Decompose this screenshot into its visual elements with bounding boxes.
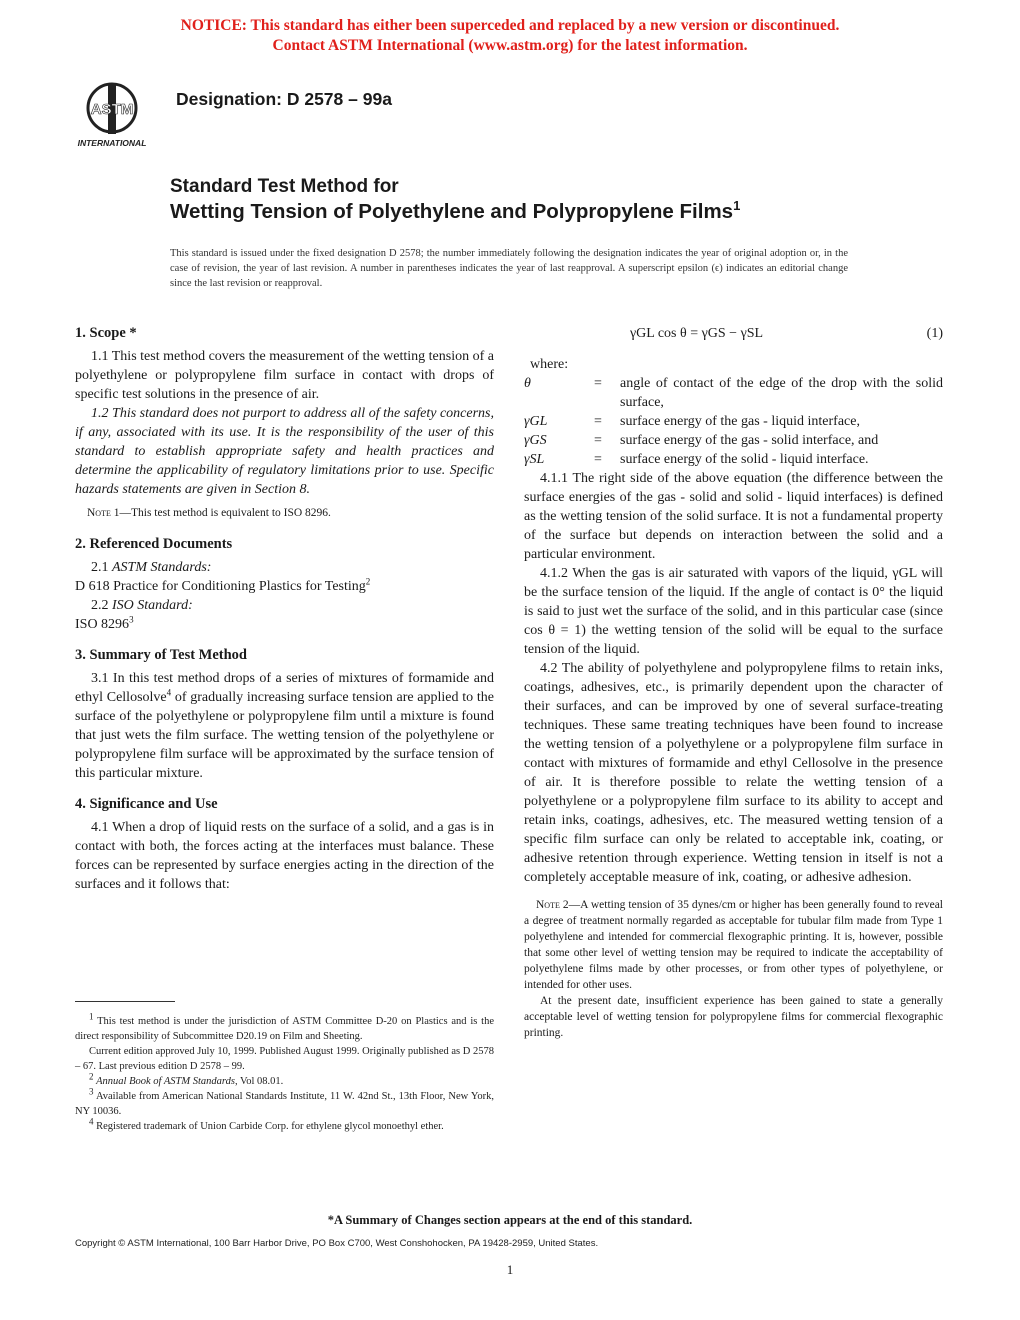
- note-1-text: 1—This test method is equivalent to ISO 8296.: [110, 507, 331, 519]
- definition-equals: =: [594, 414, 602, 429]
- note-2-label: Note: [536, 899, 560, 911]
- definition-symbol: θ: [524, 376, 531, 391]
- title-line-2: [170, 199, 740, 225]
- astm-logo: [62, 76, 162, 148]
- iso8296-mark: 3: [129, 614, 134, 625]
- footnote-2: [75, 1071, 494, 1089]
- notice-banner: [0, 16, 1020, 56]
- note-2b: At the present date, insufficient experience has been gained to state a generally acceptable level of wetting tension for polypropylene films for commercial flexographic printing.: [524, 995, 943, 1039]
- iso-standard-label: 2.2: [91, 598, 112, 613]
- referenced-heading: 2. Referenced Documents: [75, 536, 233, 552]
- definition-symbol: γGS: [524, 433, 547, 448]
- definition-desc: surface energy of the gas - liquid interface,: [620, 414, 860, 429]
- definition-desc: angle of contact of the edge of the drop with the solid surface,: [620, 376, 943, 410]
- summary-heading: 3. Summary of Test Method: [75, 647, 247, 663]
- definition-equals: =: [594, 376, 602, 391]
- definition-desc: surface energy of the solid - liquid interface.: [620, 452, 869, 467]
- footnote-3: [75, 1086, 494, 1119]
- footnote-2-title: Annual Book of ASTM Standards: [96, 1076, 235, 1087]
- definition-row: [524, 450, 943, 469]
- summary-3-1-mark: 4: [166, 687, 172, 698]
- note-1: [75, 505, 494, 521]
- scope-heading: 1. Scope *: [75, 325, 137, 341]
- summary-3-1: [75, 669, 494, 783]
- where-label: where:: [530, 357, 569, 372]
- definition-row: [524, 431, 943, 450]
- scope-1-2: 1.2 This standard does not purport to address all of the safety concerns, if any, associated with its use. It is the responsibility of the user of this standard to establish appropriate safety and health practices and determine the applicability of regulatory limitations prior to use. Specific hazards statements are given in Section 8.: [75, 406, 494, 497]
- footnote-4-mark: 4: [89, 1116, 94, 1127]
- definition-row: [524, 374, 943, 412]
- equation-1: [524, 324, 943, 343]
- d618-text: D 618 Practice for Conditioning Plastics for Testing: [75, 579, 366, 594]
- left-column: [75, 324, 494, 894]
- significance-4-2: 4.2 The ability of polyethylene and polypropylene films to retain inks, coatings, adhesives, etc., is primarily dependent upon the character of their surfaces, and can be improved by one of several surface-treating techniques. These same treating techniques have been found to increase the wetting tension of a polyethylene or a polypropylene film surface in contact with mixtures of formamide and ethyl Cellosolve in the presence of air. It is therefore possible to relate the wetting tension of a polyethylene or a polypropylene film surface to its ability to accept and retain inks, coatings, adhesives, etc. The measured wetting tension of a specific film surface can only be related to acceptable ink, coating, or adhesive retention through experience. Wetting tension in itself is not a completely acceptable measure of ink, coating, or adhesive adhesion.: [524, 661, 943, 885]
- footnote-3-mark: 3: [89, 1086, 94, 1097]
- logo-letters: ASTM: [90, 101, 134, 118]
- notice-line-2: Contact ASTM International (www.astm.org) for the latest information.: [272, 37, 748, 54]
- designation: Designation: D 2578 – 99a: [176, 89, 392, 109]
- document-title: [170, 175, 740, 225]
- footnote-2-mark: 2: [89, 1071, 94, 1082]
- significance-4-1-2: 4.1.2 When the gas is air saturated with vapors of the liquid, γGL will be the surface tension of the liquid. If the angle of contact is 0° the liquid is said to just wet the surface of the solid, and in this particular case (since cos θ = 1) the wetting tension of the solid will be equal to the surface tension of the liquid.: [524, 566, 943, 657]
- definition-equals: =: [594, 452, 602, 467]
- footnotes: [75, 1011, 494, 1134]
- title-footnote-mark: 1: [733, 198, 741, 214]
- right-column: [524, 324, 943, 1055]
- astm-logo-icon: [62, 76, 162, 148]
- significance-4-1: 4.1 When a drop of liquid rests on the surface of a solid, and a gas is in contact with both, the forces acting at the interfaces must balance. These forces can be represented by surface energies acting in the direction of the surfaces and it follows that:: [75, 820, 494, 892]
- definition-desc: surface energy of the gas - solid interface, and: [620, 433, 879, 448]
- summary-3-1-a: 3.1 In this test method drops of a series of mixtures of formamide and ethyl Cellosolve: [75, 671, 494, 705]
- page-number: 1: [506, 1262, 514, 1277]
- footnote-4: [75, 1116, 494, 1134]
- iso-standard-line: [75, 596, 494, 615]
- d618-mark: 2: [365, 576, 371, 587]
- d618-line: [75, 577, 494, 596]
- footnote-rule: [75, 1001, 175, 1002]
- definition-symbol: γSL: [524, 452, 545, 467]
- footnote-4-text: Registered trademark of Union Carbide Corp. for ethylene glycol monoethyl ether.: [93, 1121, 444, 1132]
- footnote-3-text: Available from American National Standards Institute, 11 W. 42nd St., 13th Floor, New York, NY 10036.: [75, 1091, 494, 1117]
- footnote-2-text: , Vol 08.01.: [234, 1076, 284, 1087]
- summary-of-changes-note: *A Summary of Changes section appears at the end of this standard.: [327, 1213, 693, 1227]
- equation-number: (1): [926, 326, 943, 341]
- equation-text: γGL cos θ = γGS − γSL: [630, 326, 764, 341]
- notice-line-1: NOTICE: This standard has either been superceded and replaced by a new version or discontinued.: [180, 17, 840, 34]
- significance-heading: 4. Significance and Use: [75, 796, 218, 812]
- astm-standards-line: [75, 558, 494, 577]
- footnote-1: [75, 1011, 494, 1044]
- iso-standard-title: ISO Standard:: [112, 598, 193, 613]
- astm-standards-title: ASTM Standards:: [112, 560, 212, 575]
- note-2-text: 2—A wetting tension of 35 dynes/cm or higher has been generally found to reveal a degree of treatment normally regarded as acceptable for tubular film made from Type 1 polyethylene and intended for commercial flexographic printing. It is, however, possible that some other level of wetting tension may be required to indicate the acceptability of polyethylene films made by other processes, or from other types of polyethylene, or intended for other uses.: [524, 899, 943, 991]
- footnote-1-text: This test method is under the jurisdiction of ASTM Committee D-20 on Plastics and is the direct responsibility of Subcommittee D20.19 on Film and Sheeting.: [75, 1016, 494, 1042]
- footnote-1-mark: 1: [89, 1011, 94, 1022]
- definition-equals: =: [594, 433, 602, 448]
- title-line-2-text: Wetting Tension of Polyethylene and Polypropylene Films: [170, 200, 734, 223]
- issuance-statement: This standard is issued under the fixed designation D 2578; the number immediately following the designation indicates the year of original adoption or, in the case of revision, the year of last revision. A number in parentheses indicates the year of last reapproval. A superscript epsilon (ϵ) indicates an editorial change since the last revision or reapproval.: [170, 248, 848, 289]
- definition-row: [524, 412, 943, 431]
- note-1-label: Note: [87, 507, 111, 519]
- astm-standards-label: 2.1: [91, 560, 112, 575]
- scope-1-1: 1.1 This test method covers the measurement of the wetting tension of a polyethylene or polypropylene film surface in contact with drops of specific test solutions in the presence of air.: [75, 349, 494, 402]
- copyright: Copyright © ASTM International, 100 Barr Harbor Drive, PO Box C700, West Conshohocken, PA 19428-2959, United States.: [75, 1238, 599, 1249]
- summary-3-1-b: of gradually increasing surface tension are applied to the surface of the polyethylene or polypropylene film until a mixture is found that just wets the film surface. The wetting tension of the polyethylene or polypropylene film surface will be approximated by the surface tension of this particular mixture.: [75, 690, 494, 781]
- note-2: [524, 897, 943, 993]
- definitions-table: [524, 374, 943, 469]
- iso8296-text: ISO 8296: [75, 617, 130, 632]
- definition-symbol: γGL: [524, 414, 548, 429]
- logo-sub: INTERNATIONAL: [77, 138, 147, 148]
- significance-4-1-1: 4.1.1 The right side of the above equation (the difference between the surface energies of the gas - solid and solid - liquid interfaces) is defined as the wetting tension of the solid surface. It is not a fundamental property of the surface but depends on interaction between the solid and a particular environment.: [524, 471, 943, 562]
- iso8296-line: [75, 615, 494, 634]
- title-line-1: Standard Test Method for: [170, 176, 399, 197]
- footnote-1b: Current edition approved July 10, 1999. Published August 1999. Originally published as D 2578 – 67. Last previous edition D 2578 – 99.: [75, 1046, 494, 1072]
